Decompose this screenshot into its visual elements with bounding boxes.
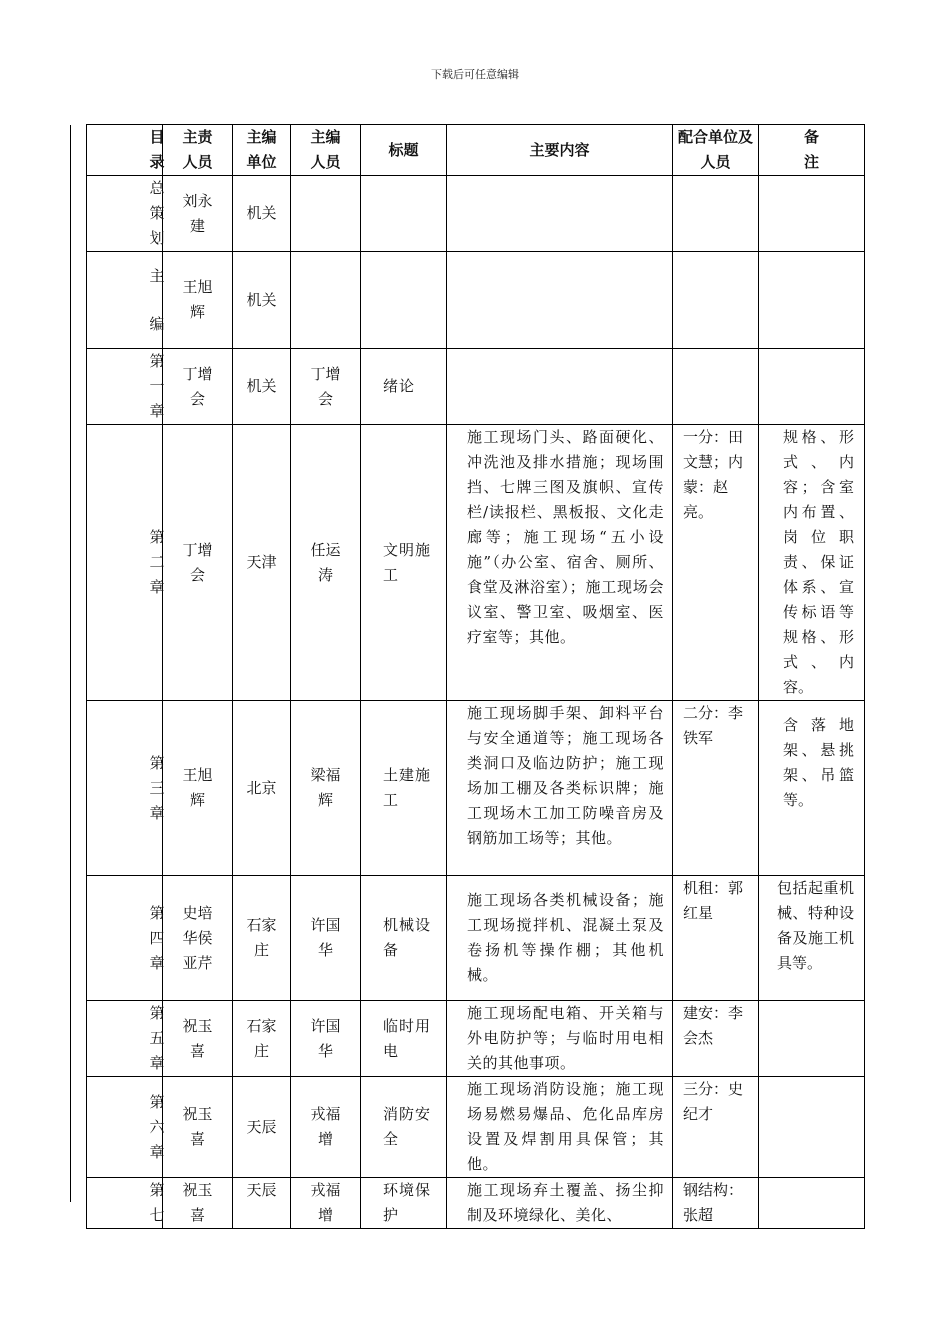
cell-lead: 刘永建 bbox=[163, 176, 233, 252]
cell-note bbox=[759, 1077, 865, 1178]
header-note: 备注 bbox=[759, 125, 865, 176]
cell-coop bbox=[673, 252, 759, 349]
cell-editor: 戎福增 bbox=[291, 1077, 361, 1178]
header-lead: 主责人员 bbox=[163, 125, 233, 176]
cell-unit: 机关 bbox=[233, 176, 291, 252]
cell-lead: 王旭辉 bbox=[163, 701, 233, 876]
cell-title: 消防安全 bbox=[361, 1077, 447, 1178]
header-coop: 配合单位及人员 bbox=[673, 125, 759, 176]
cell-unit: 天津 bbox=[233, 425, 291, 701]
cell-note bbox=[759, 1178, 865, 1229]
cell-content: 施工现场各类机械设备；施工现场搅拌机、混凝土泵及卷扬机等操作棚；其他机械。 bbox=[447, 876, 673, 1001]
table-row bbox=[87, 252, 865, 349]
cell-lead: 祝玉喜 bbox=[163, 1001, 233, 1077]
cell-coop: 机租：郭红星 bbox=[673, 876, 759, 1001]
cell-unit: 石家庄 bbox=[233, 876, 291, 1001]
cell-title: 文明施工 bbox=[361, 425, 447, 701]
cell-lead: 丁增会 bbox=[163, 425, 233, 701]
cell-content: 施工现场消防设施；施工现场易燃易爆品、危化品库房设置及焊割用具保管；其他。 bbox=[447, 1077, 673, 1178]
cell-editor: 许国华 bbox=[291, 876, 361, 1001]
cell-category: 第五章 bbox=[87, 1001, 163, 1077]
cell-editor: 梁福辉 bbox=[291, 701, 361, 876]
cell-unit: 天辰 bbox=[233, 1077, 291, 1178]
header-row bbox=[87, 125, 865, 176]
cell-content: 施工现场配电箱、开关箱与外电防护等；与临时用电相关的其他事项。 bbox=[447, 1001, 673, 1077]
cell-note: 包括起重机械、特种设备及施工机具等。 bbox=[759, 876, 865, 1001]
table-row bbox=[87, 349, 865, 425]
category-divider-line bbox=[70, 125, 71, 1202]
cell-category: 主编 bbox=[87, 252, 163, 349]
table-row bbox=[87, 1077, 865, 1178]
cell-unit: 天辰 bbox=[233, 1178, 291, 1229]
cell-editor bbox=[291, 176, 361, 252]
cell-unit: 机关 bbox=[233, 252, 291, 349]
cell-note bbox=[759, 349, 865, 425]
cell-editor: 戎福增 bbox=[291, 1178, 361, 1229]
cell-category: 第六章 bbox=[87, 1077, 163, 1178]
header-category: 目录 bbox=[87, 125, 163, 176]
table-row bbox=[87, 876, 865, 1001]
cell-note: 含落地架、悬挑架、吊篮等。 bbox=[759, 701, 865, 876]
cell-coop: 三分：史纪才 bbox=[673, 1077, 759, 1178]
cell-coop bbox=[673, 176, 759, 252]
table-row bbox=[87, 1001, 865, 1077]
cell-title: 环境保护 bbox=[361, 1178, 447, 1229]
cell-note: 规格、形式、内容；含室内布置、岗位职责、保证体系、宣传标语等规格、形式、内容。 bbox=[759, 425, 865, 701]
cell-category: 第七 bbox=[87, 1178, 163, 1229]
header-editor: 主编人员 bbox=[291, 125, 361, 176]
cell-coop: 一分：田文慧；内蒙：赵亮。 bbox=[673, 425, 759, 701]
cell-content: 施工现场弃土覆盖、扬尘抑制及环境绿化、美化、 bbox=[447, 1178, 673, 1229]
cell-note bbox=[759, 252, 865, 349]
table-row bbox=[87, 176, 865, 252]
cell-coop: 二分：李铁军 bbox=[673, 701, 759, 876]
cell-editor: 许国华 bbox=[291, 1001, 361, 1077]
cell-category: 第四章 bbox=[87, 876, 163, 1001]
cell-content bbox=[447, 176, 673, 252]
cell-content bbox=[447, 252, 673, 349]
cell-lead: 丁增会 bbox=[163, 349, 233, 425]
cell-category: 第三章 bbox=[87, 701, 163, 876]
cell-title bbox=[361, 176, 447, 252]
cell-coop bbox=[673, 349, 759, 425]
cell-title: 绪论 bbox=[361, 349, 447, 425]
cell-lead: 王旭辉 bbox=[163, 252, 233, 349]
cell-lead: 祝玉喜 bbox=[163, 1077, 233, 1178]
cell-coop: 钢结构：张超 bbox=[673, 1178, 759, 1229]
cell-note bbox=[759, 1001, 865, 1077]
cell-category: 总策划 bbox=[87, 176, 163, 252]
table-row bbox=[87, 1178, 865, 1229]
cell-title: 机械设备 bbox=[361, 876, 447, 1001]
cell-title: 土建施工 bbox=[361, 701, 447, 876]
cell-coop: 建安：李会杰 bbox=[673, 1001, 759, 1077]
header-title: 标题 bbox=[361, 125, 447, 176]
table-row bbox=[87, 425, 865, 701]
cell-unit: 机关 bbox=[233, 349, 291, 425]
cell-editor: 任运涛 bbox=[291, 425, 361, 701]
cell-unit: 石家庄 bbox=[233, 1001, 291, 1077]
cell-content: 施工现场脚手架、卸料平台与安全通道等；施工现场各类洞口及临边防护；施工现场加工棚及各类标识牌；施工现场木工加工防噪音房及钢筋加工场等；其他。 bbox=[447, 701, 673, 876]
page-watermark: 下载后可任意编辑 bbox=[431, 68, 519, 81]
cell-lead: 祝玉喜 bbox=[163, 1178, 233, 1229]
cell-content: 施工现场门头、路面硬化、冲洗池及排水措施；现场围挡、七牌三图及旗帜、宣传栏/读报栏、黑板报、文化走廊等；施工现场“五小设施”（办公室、宿舍、厕所、食堂及淋浴室）；施工现场会议室、警卫室、吸烟室、医疗室等；其他。 bbox=[447, 425, 673, 701]
cell-lead: 史培华侯亚芹 bbox=[163, 876, 233, 1001]
table-row bbox=[87, 701, 865, 876]
cell-unit: 北京 bbox=[233, 701, 291, 876]
cell-editor bbox=[291, 252, 361, 349]
header-unit: 主编单位 bbox=[233, 125, 291, 176]
cell-editor: 丁增会 bbox=[291, 349, 361, 425]
cell-title: 临时用电 bbox=[361, 1001, 447, 1077]
cell-category: 第二章 bbox=[87, 425, 163, 701]
header-content: 主要内容 bbox=[447, 125, 673, 176]
cell-note bbox=[759, 176, 865, 252]
cell-category: 第一章 bbox=[87, 349, 163, 425]
editorial-plan-table bbox=[86, 124, 865, 1229]
cell-title bbox=[361, 252, 447, 349]
cell-content bbox=[447, 349, 673, 425]
